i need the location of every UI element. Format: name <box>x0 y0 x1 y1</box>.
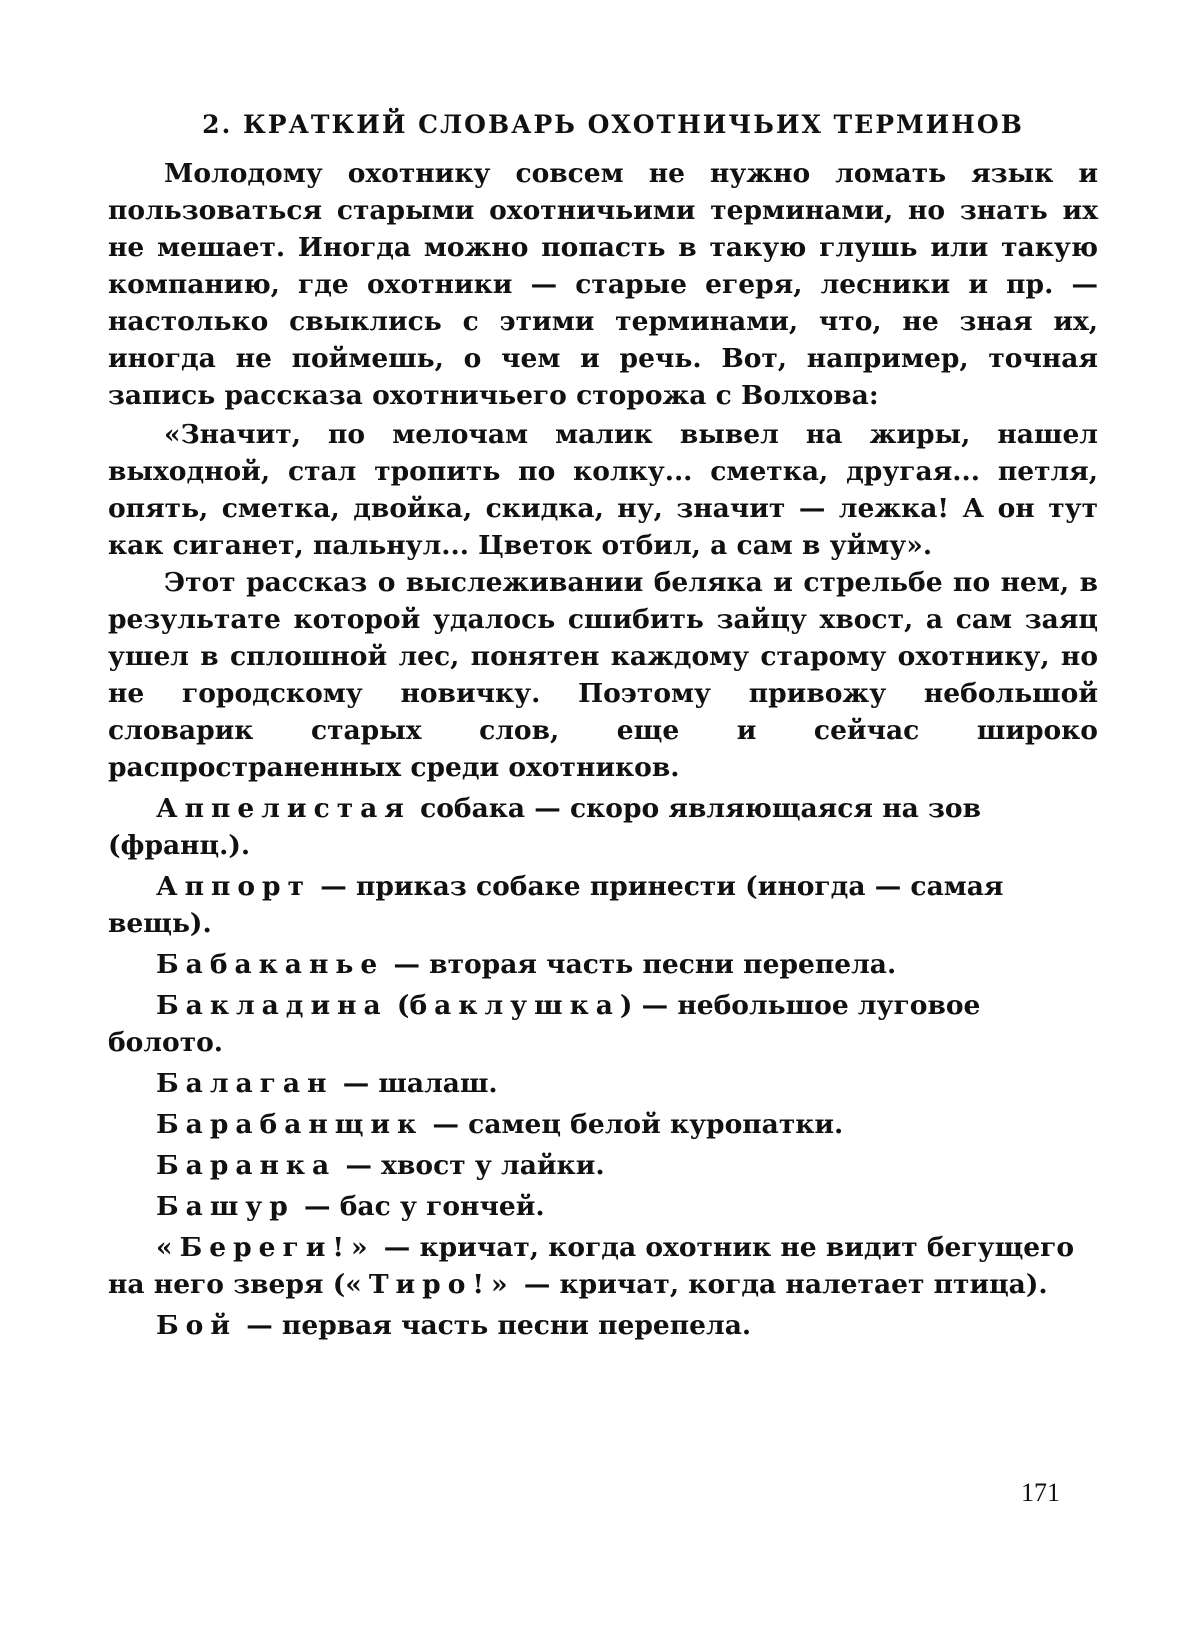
glossary-term: Барабанщик <box>156 1109 424 1140</box>
glossary-definition: — хвост у лайки. <box>336 1150 605 1181</box>
glossary-entry <box>108 790 1098 864</box>
glossary-term: Башур <box>156 1191 295 1222</box>
glossary-term: Балаган <box>156 1068 334 1099</box>
page-number: 171 <box>1021 1478 1060 1507</box>
glossary-definition: собака — скоро являющаяся на зов (франц.). <box>108 793 981 861</box>
glossary-entry <box>108 1065 1098 1102</box>
glossary-term: «Береги!» <box>156 1232 375 1263</box>
intro-paragraph: Молодому охотнику совсем не нужно ломать язык и пользоваться старыми охотничьими терминами, но знать их не мешает. Иногда можно попасть в такую глушь или такую компанию, где охотники — старые егеря, лесники и пр. — настолько свыклись с этими терминами, что, не зная их, иногда не поймешь, о чем и речь. Вот, например, точная запись рассказа охотничьего сторожа с Волхова: <box>108 158 1098 411</box>
glossary-entry <box>108 868 1098 942</box>
glossary-term: Баранка <box>156 1150 337 1181</box>
glossary-definition: — шалаш. <box>333 1068 498 1099</box>
glossary-definition: — кричат, когда охотник не видит бегущего на него зверя ( <box>108 1232 1075 1300</box>
glossary-definition: — кричат, когда налетает птица). <box>514 1269 1048 1300</box>
glossary-term: Бабаканье <box>156 949 385 980</box>
glossary-entry <box>108 1229 1098 1303</box>
glossary-term: Бой <box>156 1310 237 1341</box>
glossary-definition: — первая часть песни перепела. <box>236 1310 752 1341</box>
glossary-entry <box>108 946 1098 983</box>
glossary-definition: ( <box>387 990 410 1021</box>
glossary-entry <box>108 1307 1098 1344</box>
glossary-entry <box>108 987 1098 1061</box>
section-heading: 2. КРАТКИЙ СЛОВАРЬ ОХОТНИЧЬИХ ТЕРМИНОВ <box>202 110 1024 139</box>
glossary-entry <box>108 1188 1098 1225</box>
glossary-term: Аппорт <box>156 871 312 902</box>
glossary-definition: — самец белой куропатки. <box>423 1109 844 1140</box>
document-page <box>108 110 1098 1344</box>
glossary-definition: — бас у гончей. <box>294 1191 545 1222</box>
glossary-definition: — вторая часть песни перепела. <box>384 949 897 980</box>
glossary-term: Бакладина <box>156 990 388 1021</box>
glossary-term-variant: баклушка <box>409 990 620 1021</box>
glossary-term: Аппелистая <box>156 793 411 824</box>
quote-paragraph: «Значит, по мелочам малик вывел на жиры, нашел выходной, стал тропить по колку... сметка, другая... петля, опять, сметка, двойка, скидка, ну, значит — лежка! А он тут как сиганет, пальнул... Цветок отбил, а сам в уйму». <box>108 419 1098 561</box>
glossary-entry <box>108 1147 1098 1184</box>
explanation-paragraph: Этот рассказ о выслеживании беляка и стрельбе по нем, в результате которой удалось сшибить зайцу хвост, а сам заяц ушел в сплошной лес, понятен каждому старому охотнику, но не городскому новичку. Поэтому привожу небольшой словарик старых слов, еще и сейчас широко распространенных среди охотников. <box>108 567 1098 783</box>
glossary-term-variant: «Тиро!» <box>345 1269 515 1300</box>
glossary-definition: — приказ собаке принести (иногда — самая вещь). <box>108 871 1004 939</box>
glossary-definition: ) — небольшое луговое болото. <box>108 990 981 1058</box>
glossary-entry <box>108 1106 1098 1143</box>
